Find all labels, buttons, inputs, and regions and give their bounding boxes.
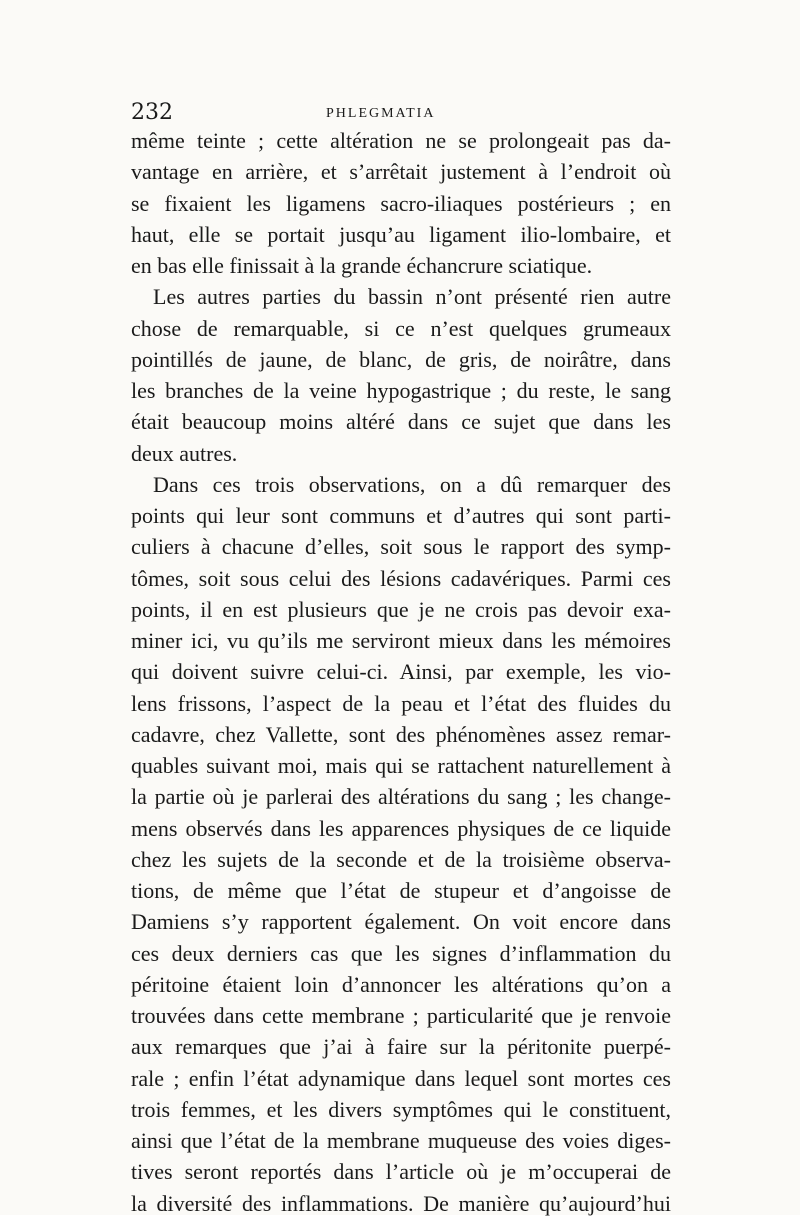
text-line: points qui leur sont communs et d’autres qui sont parti- — [131, 503, 671, 528]
text-line: la partie où je parlerai des altérations du sang ; les change- — [131, 784, 671, 810]
text-line: cadavre, chez Vallette, sont des phénomènes assez remar- — [131, 721, 671, 747]
text-line: tions, de même que l’état de stupeur et d’angoisse de — [131, 878, 671, 903]
running-head: PHLEGMATIA — [326, 106, 436, 121]
text-line: chose de remarquable, si ce n’est quelques grumeaux — [131, 315, 671, 341]
text-line: en bas elle finissait à la grande échancrure sciatique. — [131, 253, 593, 278]
text-line: ces deux derniers cas que les signes d’inflammation du — [131, 940, 671, 966]
page-number: 232 — [131, 100, 173, 125]
text-line: Damiens s’y rapportent également. On voit encore dans — [131, 909, 671, 935]
text-line: même teinte ; cette altération ne se prolongeait pas da- — [131, 128, 671, 153]
text-line: trois femmes, et les divers symptômes qui le constituent, — [131, 1096, 671, 1122]
page-header — [131, 100, 671, 128]
text-line: la diversité des inflammations. De manière qu’aujourd’hui — [131, 1190, 671, 1216]
text-line: haut, elle se portait jusqu’au ligament ilio-lombaire, et — [131, 221, 671, 247]
text-line: était beaucoup moins altéré dans ce sujet que dans les — [131, 409, 671, 435]
text-line: rale ; enfin l’état adynamique dans lequel sont mortes ces — [131, 1065, 671, 1091]
text-line: ainsi que l’état de la membrane muqueuse des voies diges- — [131, 1128, 671, 1153]
text-line: culiers à chacune d’elles, soit sous le rapport des symp- — [131, 534, 671, 560]
text-line: pointillés de jaune, de blanc, de gris, de noirâtre, dans — [131, 346, 671, 372]
body-text — [131, 125, 671, 1219]
text-line: aux remarques que j’ai à faire sur la péritonite puerpé- — [131, 1034, 671, 1060]
text-line: quables suivant moi, mais qui se rattachent naturellement à — [131, 753, 671, 778]
text-line: trouvées dans cette membrane ; particularité que je renvoie — [131, 1003, 671, 1028]
text-line: miner ici, vu qu’ils me serviront mieux dans les mémoires — [131, 628, 671, 653]
text-line: tômes, soit sous celui des lésions cadavériques. Parmi ces — [131, 565, 671, 591]
text-line: les branches de la veine hypogastrique ; du reste, le sang — [131, 378, 671, 403]
text-line: péritoine étaient loin d’annoncer les altérations qu’on a — [131, 971, 671, 997]
text-line: lens frissons, l’aspect de la peau et l’état des fluides du — [131, 690, 671, 716]
text-line: qui doivent suivre celui-ci. Ainsi, par exemple, les vio- — [131, 659, 671, 685]
text-line: Les autres parties du bassin n’ont présenté rien autre — [153, 284, 671, 310]
text-line: Dans ces trois observations, on a dû remarquer des — [153, 471, 671, 497]
text-line: deux autres. — [131, 440, 238, 466]
text-line: points, il en est plusieurs que je ne crois pas devoir exa- — [131, 596, 671, 622]
text-line: mens observés dans les apparences physiques de ce liquide — [131, 815, 671, 841]
text-line: vantage en arrière, et s’arrêtait justement à l’endroit où — [131, 159, 671, 185]
text-line: se fixaient les ligamens sacro-iliaques postérieurs ; en — [131, 190, 671, 216]
text-line: chez les sujets de la seconde et de la troisième observa- — [131, 846, 671, 872]
text-line: tives seront reportés dans l’article où je m’occuperai de — [131, 1159, 671, 1185]
